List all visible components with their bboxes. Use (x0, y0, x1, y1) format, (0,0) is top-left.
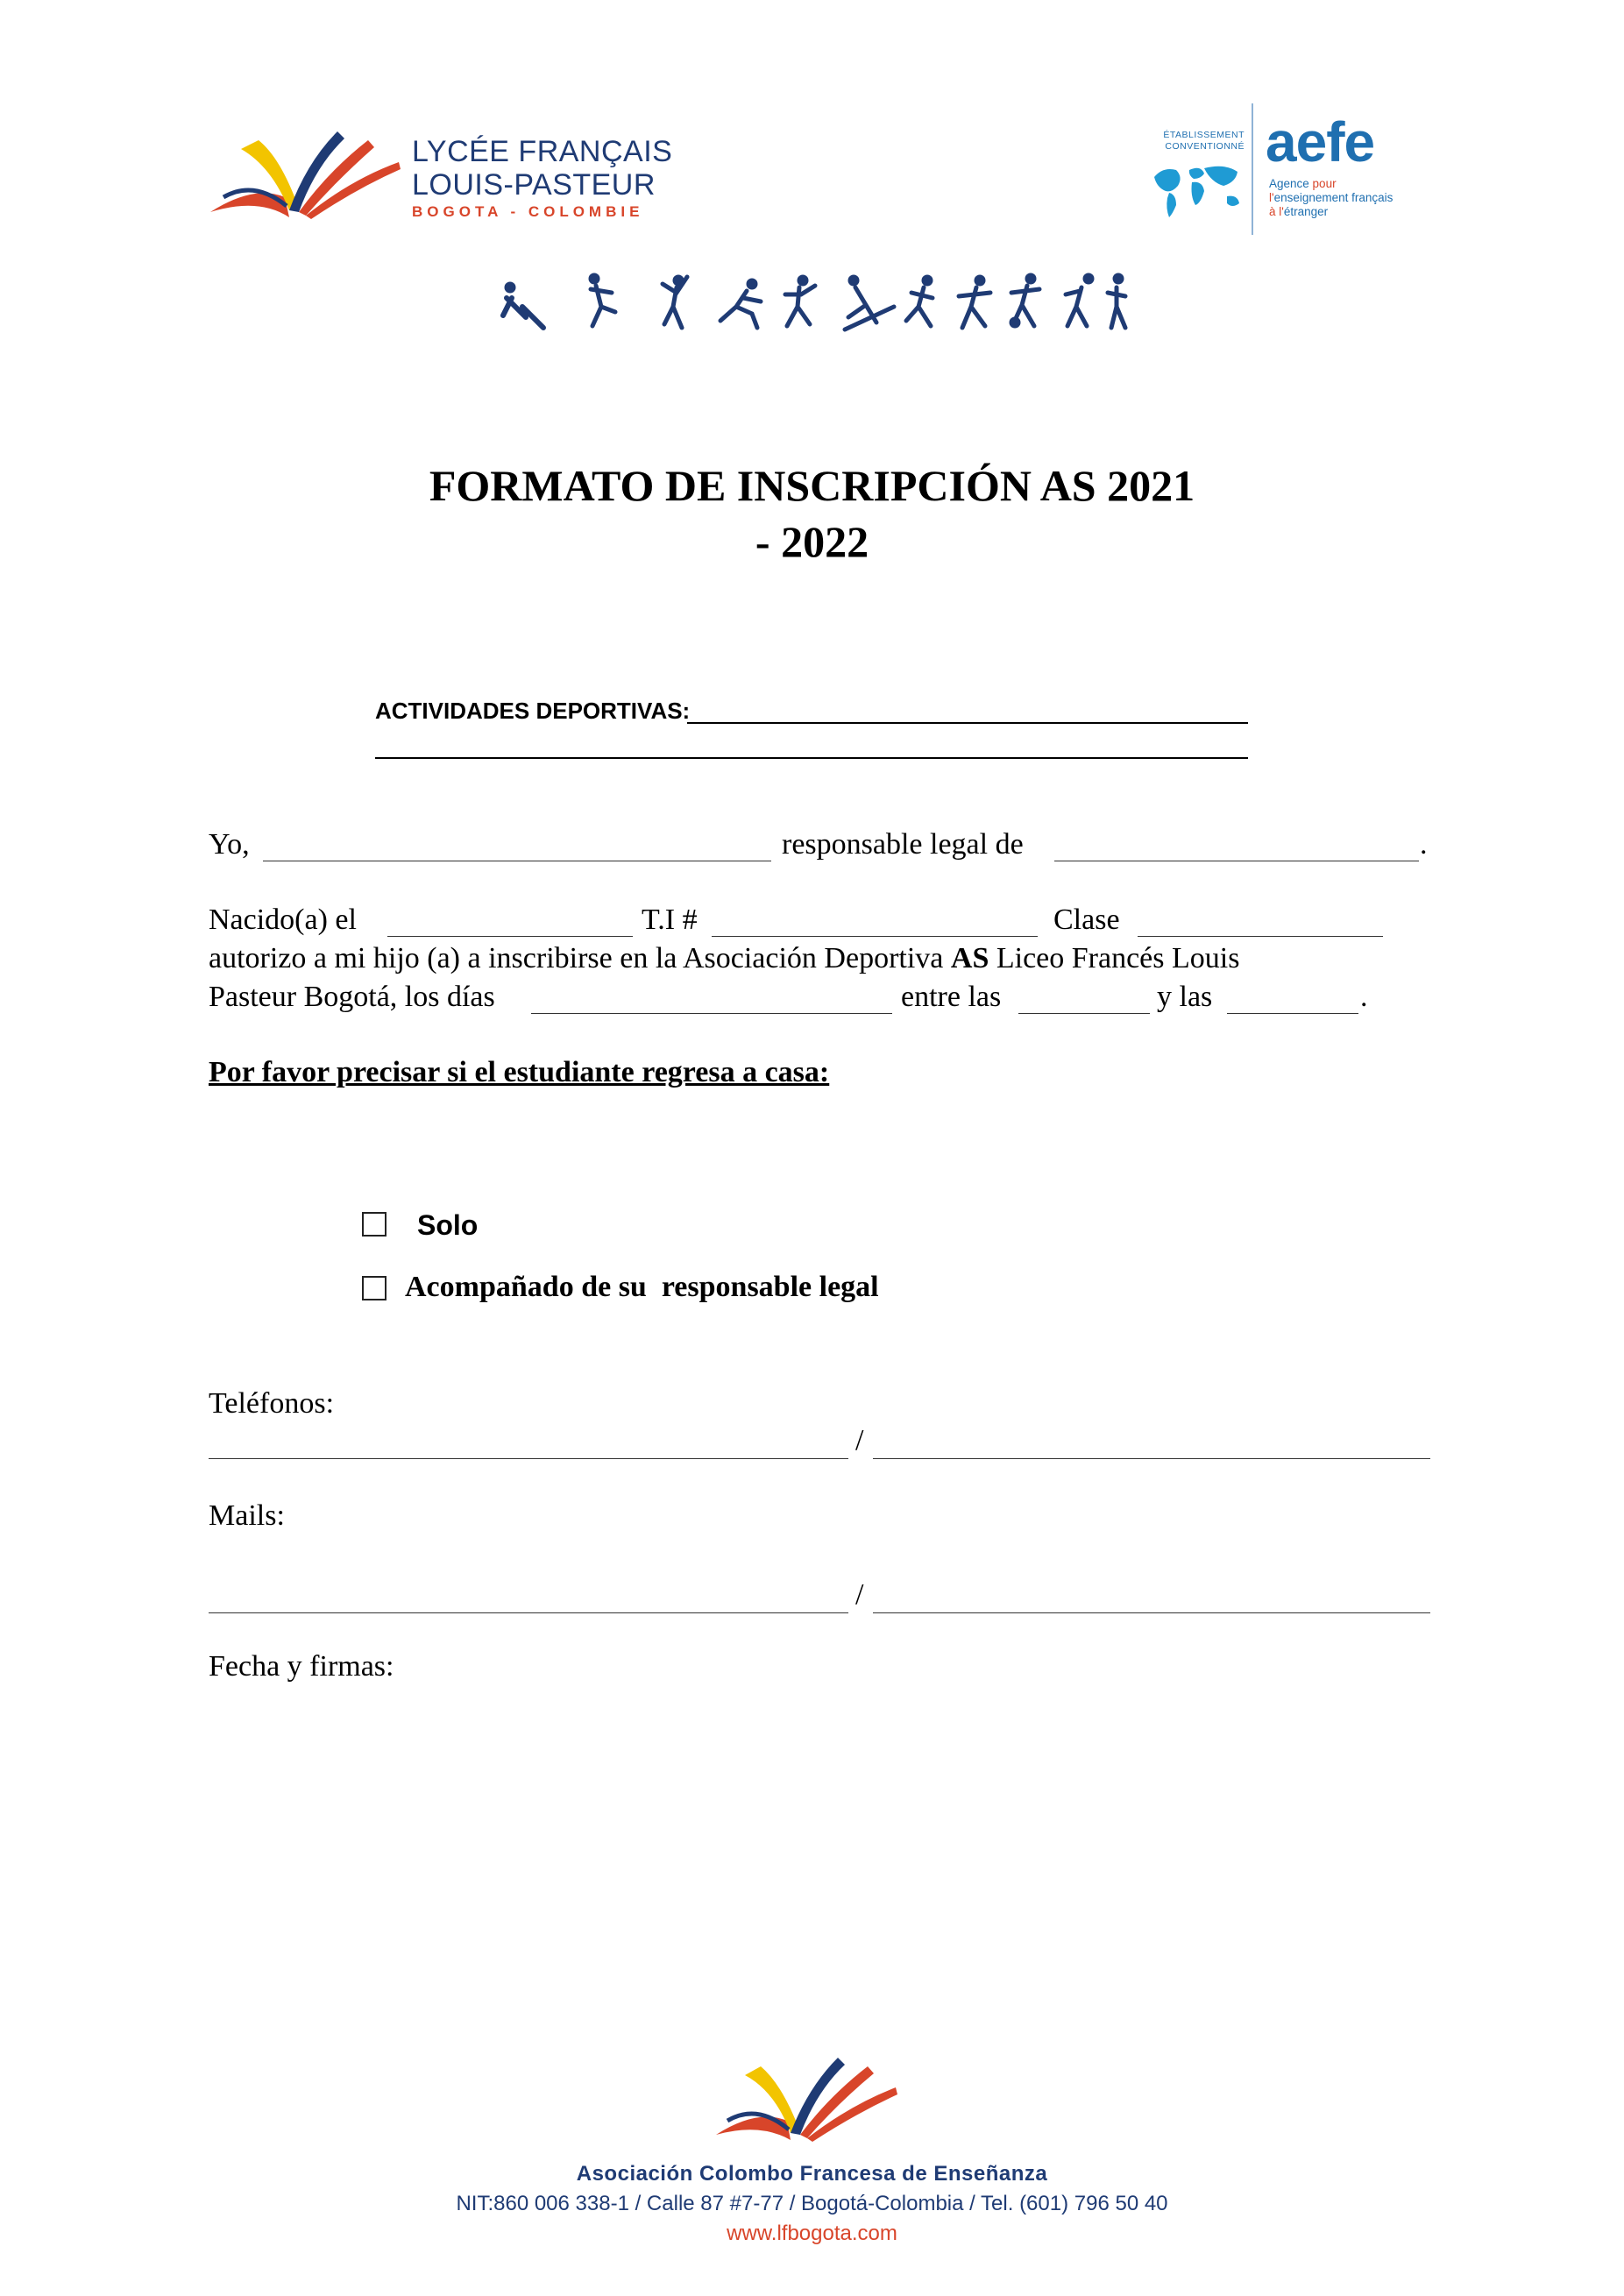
school-line1: LYCÉE FRANÇAIS (412, 135, 673, 168)
return-home-question: Por favor precisar si el estudiante regresa a casa: (209, 1056, 830, 1088)
footer-address: NIT:860 006 338-1 / Calle 87 #7-77 / Bogotá-Colombia / Tel. (601) 796 50 40 (456, 2192, 1168, 2215)
world-map-icon (1150, 159, 1246, 219)
solo-label: Solo (417, 1209, 479, 1241)
days-field[interactable] (531, 1013, 892, 1014)
footer-website-link[interactable]: www.lfbogota.com (727, 2222, 897, 2245)
page-title (0, 457, 1624, 570)
title-line1: FORMATO DE INSCRIPCIÓN AS 2021 (429, 461, 1195, 510)
lycee-logo-icon (206, 114, 403, 223)
period-mark: . (1420, 828, 1428, 861)
end-time-field[interactable] (1227, 1013, 1358, 1014)
association-logo-icon (712, 2042, 900, 2145)
school-line2: LOUIS-PASTEUR (412, 168, 656, 202)
accompanied-label: Acompañado de su responsable legal (405, 1271, 879, 1303)
title-line2: - 2022 (755, 517, 869, 566)
phone-field-2[interactable] (873, 1458, 1430, 1459)
aefe-name: aefe (1266, 110, 1375, 174)
nacido-label: Nacido(a) el (209, 904, 357, 936)
mails-label: Mails: (209, 1499, 285, 1532)
aefe-label: ÉTABLISSEMENT CONVENTIONNÉ (1163, 130, 1245, 152)
period-mark-2: . (1360, 981, 1368, 1013)
start-time-field[interactable] (1018, 1013, 1150, 1014)
ti-number-field[interactable] (712, 936, 1038, 937)
school-name (412, 135, 672, 223)
footer-org: Asociación Colombo Francesa de Enseñanza (576, 2162, 1048, 2186)
days-label: Pasteur Bogotá, los días (209, 981, 495, 1013)
activities-line-2[interactable] (375, 757, 1248, 759)
mail-separator: / (855, 1578, 864, 1611)
phone-separator: / (855, 1424, 864, 1456)
school-line3: BOGOTA - COLOMBIE (412, 203, 644, 220)
date-signatures-label: Fecha y firmas: (209, 1650, 394, 1683)
mail-field-2[interactable] (873, 1612, 1430, 1613)
telefonos-label: Teléfonos: (209, 1387, 335, 1420)
activities-line-1[interactable] (687, 722, 1248, 724)
phone-field-1[interactable] (209, 1458, 848, 1459)
footer (0, 2159, 1624, 2249)
responsable-label: responsable legal de (782, 828, 1024, 861)
aefe-divider (1252, 103, 1253, 235)
accompanied-checkbox[interactable] (362, 1276, 386, 1300)
clase-label: Clase (1053, 904, 1120, 936)
yo-label: Yo, (209, 828, 250, 861)
solo-checkbox[interactable] (362, 1212, 386, 1237)
ti-label: T.I # (642, 904, 698, 936)
class-field[interactable] (1138, 936, 1383, 937)
mail-field-1[interactable] (209, 1612, 848, 1613)
authorization-text: autorizo a mi hijo (a) a inscribirse en la Asociación Deportiva AS Liceo Francés Louis (209, 942, 1240, 974)
entre-label: entre las (901, 981, 1002, 1013)
aefe-subtitle: Agence pour l'enseignement français à l'étranger (1269, 177, 1394, 218)
birth-date-field[interactable] (387, 936, 633, 937)
sports-pictograms-icon (491, 272, 1139, 335)
y-las-label: y las (1157, 981, 1213, 1013)
activities-label: ACTIVIDADES DEPORTIVAS: (375, 698, 691, 724)
